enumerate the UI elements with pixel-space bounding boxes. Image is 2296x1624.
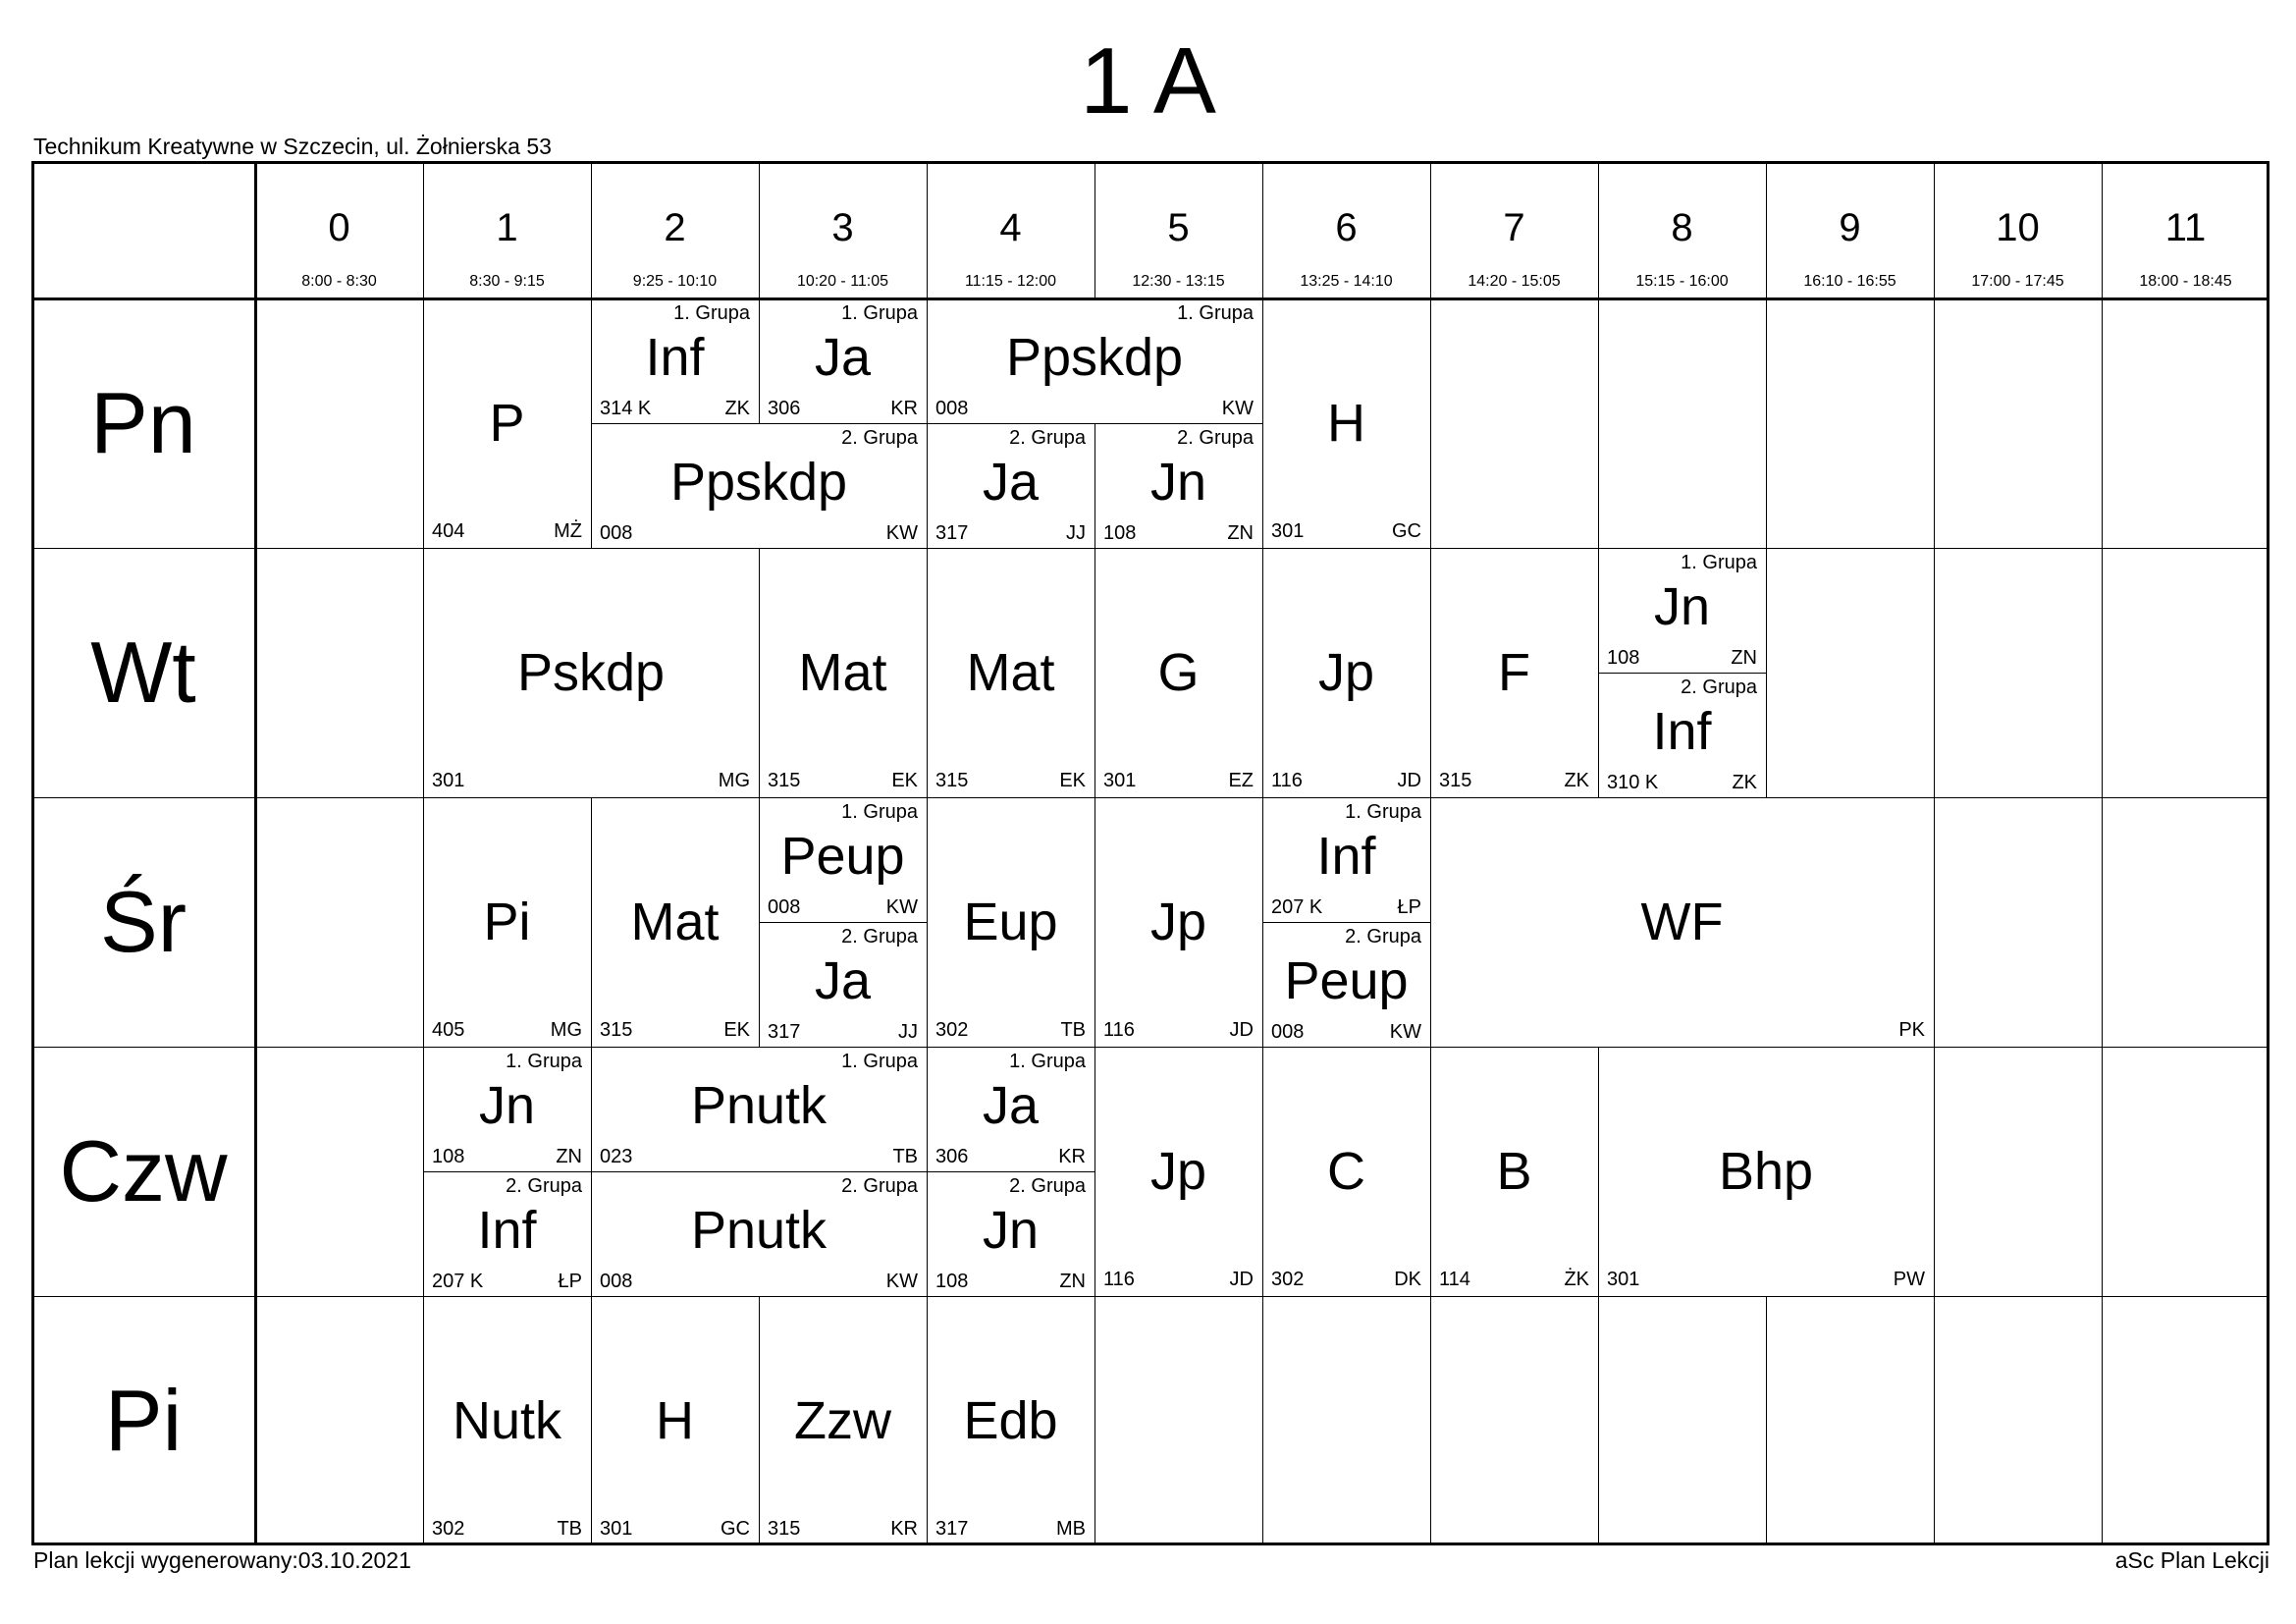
period-header [423,161,591,298]
timetable-grid [31,161,2269,1545]
subject-name: Nutk [452,1391,562,1450]
room-number: 301 [1103,770,1137,791]
period-time: 13:25 - 14:10 [1300,273,1393,290]
subject-name: WF [1640,893,1724,951]
grid-line [759,161,760,298]
lesson-cell[interactable] [591,1171,927,1296]
teacher-initials: ZK [1732,772,1757,793]
lesson-cell[interactable] [1430,797,1934,1047]
subject-name: Mat [798,643,887,702]
period-header [1934,161,2102,298]
grid-line [423,161,424,298]
grid-line [1934,1047,1935,1296]
subject-name: Inf [645,328,705,387]
teacher-initials: KW [1221,398,1254,419]
room-number: 023 [600,1146,633,1167]
group-label: 2. Grupa [1345,926,1421,947]
teacher-initials: ŁP [558,1271,582,1292]
room-number: 008 [768,896,801,918]
subject-name: Jp [1317,643,1375,702]
period-header [255,161,423,298]
teacher-initials: TB [1060,1019,1086,1041]
room-number: 306 [935,1146,969,1167]
period-time: 18:00 - 18:45 [2139,273,2232,290]
teacher-initials: KR [890,398,918,419]
teacher-initials: ZN [1731,647,1757,669]
subject-name: Jp [1149,1142,1207,1201]
teacher-initials: ŁP [1397,896,1421,918]
subject-name: H [656,1391,694,1450]
lesson-cell[interactable] [759,797,927,922]
subject-name: C [1327,1142,1365,1201]
period-header [1766,161,1934,298]
teacher-initials: ZN [1227,522,1254,544]
room-number: 116 [1271,770,1303,791]
period-time: 10:20 - 11:05 [796,273,889,290]
grid-line [1934,797,1935,1047]
grid-line [1766,298,1767,548]
room-number: 301 [1271,520,1305,542]
lesson-cell[interactable] [423,797,591,1047]
subject-name: Mat [966,643,1055,702]
grid-line [1430,1296,1431,1545]
group-label: 1. Grupa [673,302,750,324]
subject-name: Ppskdp [669,453,848,512]
lesson-cell[interactable] [1262,548,1430,797]
subject-name: Eup [963,893,1058,951]
room-number: 302 [935,1019,969,1041]
period-number: 7 [1503,206,1525,249]
teacher-initials: KW [1389,1021,1421,1043]
lesson-cell[interactable] [1262,298,1430,548]
day-label: Wt [90,623,196,721]
period-time: 12:30 - 13:15 [1132,273,1225,290]
group-label: 1. Grupa [1009,1051,1086,1072]
timetable-title: 1 A [1080,28,1216,134]
teacher-initials: EK [723,1019,750,1041]
lesson-cell[interactable] [1262,797,1430,922]
teacher-initials: KR [890,1518,918,1540]
teacher-initials: ZN [556,1146,582,1167]
period-number: 11 [2164,206,2207,249]
teacher-initials: EK [891,770,918,791]
lesson-cell[interactable] [1095,1047,1262,1296]
room-number: 116 [1103,1019,1135,1041]
lesson-cell[interactable] [591,797,759,1047]
lesson-cell[interactable] [423,548,759,797]
grid-line [1934,548,1935,797]
subject-name: P [489,394,525,453]
lesson-cell[interactable] [759,548,927,797]
grid-line [1766,1296,1767,1545]
room-number: 008 [1271,1021,1305,1043]
room-number: 315 [1439,770,1472,791]
teacher-initials: GC [721,1518,750,1540]
lesson-cell[interactable] [591,298,759,423]
group-label: 2. Grupa [841,926,918,947]
room-number: 207 K [432,1271,484,1292]
grid-line [1766,161,1767,298]
subject-name: B [1496,1142,1532,1201]
teacher-initials: JJ [1066,522,1086,544]
school-name: Technikum Kreatywne w Szczecin, ul. Żołnierska 53 [33,134,552,159]
lesson-cell[interactable] [1095,548,1262,797]
teacher-initials: KW [885,1271,918,1292]
grid-line [1430,161,1431,298]
room-number: 315 [768,1518,801,1540]
subject-name: Peup [780,827,905,886]
grid-line [2102,548,2103,797]
period-header [1430,161,1598,298]
teacher-initials: ŻK [1564,1269,1589,1290]
subject-name: Inf [1652,702,1712,761]
period-header [591,161,759,298]
subject-name: Edb [963,1391,1058,1450]
subject-name: Pnutk [690,1076,828,1135]
subject-name: Ppskdp [1005,328,1184,387]
group-label: 2. Grupa [1177,427,1254,449]
room-number: 310 K [1607,772,1659,793]
lesson-cell[interactable] [927,1047,1095,1171]
period-number: 2 [664,206,686,249]
period-header [759,161,927,298]
room-number: 116 [1103,1269,1135,1290]
teacher-initials: PK [1898,1019,1925,1041]
subject-name: H [1327,394,1365,453]
subject-name: Pskdp [516,643,666,702]
grid-line [1262,1296,1263,1545]
room-number: 108 [432,1146,465,1167]
room-number: 302 [1271,1269,1305,1290]
teacher-initials: DK [1394,1269,1421,1290]
lesson-cell[interactable] [1095,797,1262,1047]
lesson-cell[interactable] [1598,673,1766,797]
subject-name: G [1157,643,1200,702]
group-label: 1. Grupa [1177,302,1254,324]
grid-line [1934,298,1935,548]
lesson-cell[interactable] [1430,1047,1598,1296]
room-number: 008 [935,398,969,419]
room-number: 301 [600,1518,633,1540]
period-number: 1 [496,206,518,249]
teacher-initials: PW [1893,1269,1925,1290]
teacher-initials: EK [1059,770,1086,791]
day-label: Pn [90,374,196,471]
subject-name: Mat [630,893,720,951]
room-number: 314 K [600,398,652,419]
group-label: 1. Grupa [841,302,918,324]
subject-name: Pnutk [690,1201,828,1260]
teacher-initials: ZN [1059,1271,1086,1292]
grid-line [927,161,928,298]
grid-line [2102,1047,2103,1296]
lesson-cell[interactable] [927,1296,1095,1545]
lesson-cell[interactable] [423,1047,591,1171]
period-number: 10 [1996,206,2040,249]
room-number: 108 [1607,647,1640,669]
teacher-initials: KW [885,522,918,544]
lesson-cell[interactable] [1262,922,1430,1047]
room-number: 404 [432,520,465,542]
lesson-cell[interactable] [423,1171,591,1296]
teacher-initials: MB [1056,1518,1086,1540]
subject-name: Jn [478,1076,536,1135]
lesson-cell[interactable] [423,298,591,548]
subject-name: Ja [814,328,872,387]
grid-line [1598,1296,1599,1545]
room-number: 315 [768,770,801,791]
teacher-initials: EZ [1228,770,1254,791]
grid-line [2102,797,2103,1047]
grid-line [2102,161,2103,298]
period-header [1262,161,1430,298]
grid-line [1934,1296,1935,1545]
subject-name: Ja [982,1076,1040,1135]
period-number: 3 [831,206,854,249]
group-label: 1. Grupa [506,1051,582,1072]
subject-name: Jp [1149,893,1207,951]
period-number: 6 [1335,206,1358,249]
subject-name: Inf [1316,827,1376,886]
grid-line [1598,161,1599,298]
period-time: 15:15 - 16:00 [1635,273,1729,290]
group-label: 2. Grupa [841,1175,918,1197]
subject-name: Bhp [1718,1142,1814,1201]
room-number: 207 K [1271,896,1323,918]
subject-name: Jn [982,1201,1040,1260]
lesson-cell[interactable] [1262,1047,1430,1296]
teacher-initials: KW [885,896,918,918]
room-number: 114 [1439,1269,1470,1290]
lesson-cell[interactable] [1598,1047,1934,1296]
period-header [927,161,1095,298]
room-number: 008 [600,1271,633,1292]
period-header [2102,161,2269,298]
lesson-cell[interactable] [591,1296,759,1545]
teacher-initials: MG [550,1019,582,1041]
room-number: 306 [768,398,801,419]
period-number: 8 [1671,206,1693,249]
teacher-initials: JJ [898,1021,918,1043]
teacher-initials: ZK [724,398,750,419]
grid-line [1934,161,1935,298]
grid-line [2102,298,2103,548]
room-number: 108 [935,1271,969,1292]
teacher-initials: TB [557,1518,582,1540]
lesson-cell[interactable] [1598,548,1766,673]
lesson-cell[interactable] [1095,423,1262,548]
grid-line [591,161,592,298]
room-number: 317 [935,522,969,544]
teacher-initials: MG [718,770,750,791]
room-number: 317 [768,1021,801,1043]
period-time: 17:00 - 17:45 [1971,273,2064,290]
teacher-initials: GC [1392,520,1421,542]
group-label: 1. Grupa [1681,552,1757,573]
teacher-initials: MŻ [554,520,582,542]
group-label: 1. Grupa [1345,801,1421,823]
subject-name: Ja [982,453,1040,512]
teacher-initials: TB [892,1146,918,1167]
period-time: 11:15 - 12:00 [964,273,1057,290]
group-label: 2. Grupa [1681,677,1757,698]
group-label: 2. Grupa [841,427,918,449]
lesson-cell[interactable] [927,548,1095,797]
room-number: 301 [432,770,465,791]
room-number: 108 [1103,522,1137,544]
group-label: 2. Grupa [506,1175,582,1197]
teacher-initials: JD [1229,1019,1254,1041]
group-label: 2. Grupa [1009,427,1086,449]
lesson-cell[interactable] [423,1296,591,1545]
lesson-cell[interactable] [759,1296,927,1545]
period-time: 14:20 - 15:05 [1468,273,1561,290]
room-number: 301 [1607,1269,1640,1290]
period-number: 9 [1839,206,1861,249]
software-name: aSc Plan Lekcji [2114,1547,2269,1573]
lesson-cell[interactable] [927,423,1095,548]
period-number: 5 [1167,206,1190,249]
grid-line [1598,298,1599,548]
generated-date: Plan lekcji wygenerowany:03.10.2021 [33,1547,411,1573]
lesson-cell[interactable] [591,1047,927,1171]
period-number: 0 [328,206,350,249]
room-number: 008 [600,522,633,544]
day-label: Pi [104,1372,183,1469]
room-number: 317 [935,1518,969,1540]
period-header [1095,161,1262,298]
lesson-cell[interactable] [927,1171,1095,1296]
lesson-cell[interactable] [591,423,927,548]
room-number: 315 [600,1019,633,1041]
lesson-cell[interactable] [927,298,1262,423]
group-label: 1. Grupa [841,1051,918,1072]
period-time: 8:30 - 9:15 [469,273,545,290]
day-label: Śr [100,873,187,970]
period-header [1598,161,1766,298]
subject-name: Jn [1149,453,1207,512]
period-time: 16:10 - 16:55 [1803,273,1896,290]
grid-line [1430,298,1431,548]
room-number: 405 [432,1019,465,1041]
grid-line [1766,548,1767,797]
lesson-cell[interactable] [1430,548,1598,797]
period-number: 4 [999,206,1022,249]
subject-name: Zzw [794,1391,891,1450]
subject-name: Jn [1653,577,1711,636]
room-number: 315 [935,770,969,791]
teacher-initials: KR [1058,1146,1086,1167]
lesson-cell[interactable] [927,797,1095,1047]
teacher-initials: JD [1229,1269,1254,1290]
teacher-initials: ZK [1564,770,1589,791]
lesson-cell[interactable] [759,298,927,423]
subject-name: Inf [477,1201,537,1260]
period-time: 8:00 - 8:30 [301,273,377,290]
subject-name: Pi [483,893,531,951]
period-time: 9:25 - 10:10 [632,273,718,290]
room-number: 302 [432,1518,465,1540]
subject-name: F [1498,643,1530,702]
grid-line [254,161,257,1545]
group-label: 1. Grupa [841,801,918,823]
teacher-initials: JD [1397,770,1421,791]
subject-name: Ja [814,951,872,1010]
grid-line [1262,161,1263,298]
lesson-cell[interactable] [759,922,927,1047]
group-label: 2. Grupa [1009,1175,1086,1197]
subject-name: Peup [1284,951,1409,1010]
grid-line [2102,1296,2103,1545]
day-label: Czw [59,1122,228,1219]
